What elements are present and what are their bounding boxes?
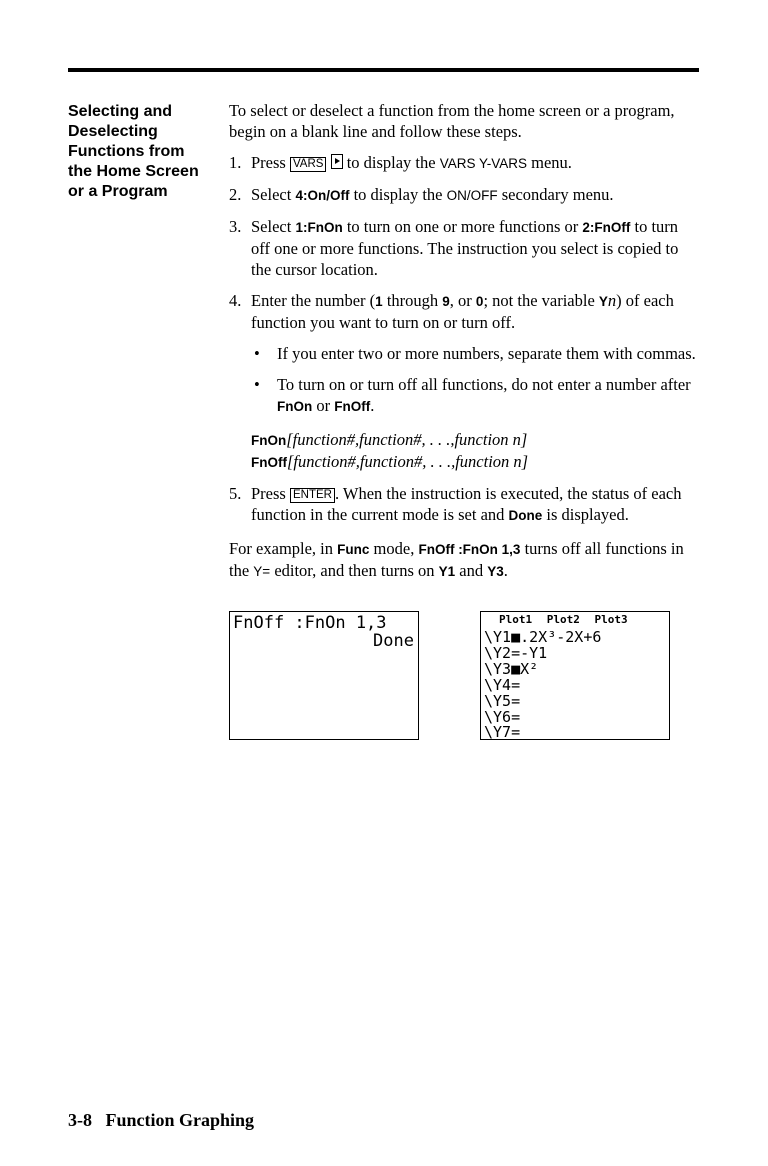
y-editor-line: \Y4= <box>484 676 521 694</box>
section-heading-line: or a Program <box>68 183 168 200</box>
step-1: 1. Press VARS to display the VARS Y-VARS menu. <box>229 153 572 172</box>
enter-key: ENTER <box>290 488 335 503</box>
section-heading-line: Deselecting <box>68 123 158 140</box>
section-heading-line: Selecting and <box>68 103 173 120</box>
plot-indicators: Plot1 Plot2 Plot3 <box>499 613 628 626</box>
bullet-dot-icon: • <box>254 375 260 394</box>
page-footer: 3-8 Function Graphing <box>68 1110 255 1130</box>
section-heading-line: the Home Screen <box>68 163 199 180</box>
home-screen-command: FnOff :FnOn 1,3 <box>233 613 387 633</box>
home-screen-display <box>229 611 419 740</box>
right-arrow-key-icon <box>331 154 343 169</box>
bullet-2: • To turn on or turn off all functions, do not enter a number after FnOn or FnOff. <box>254 375 691 415</box>
example-paragraph: For example, in Func mode, FnOff :FnOn 1,3 turns off all functions in the Y= editor, and then turns on Y1 and Y3. <box>229 539 684 580</box>
y-editor-display <box>480 611 670 740</box>
y-editor-line: \Y2=-Y1 <box>484 644 548 662</box>
section-heading-line: Functions from <box>68 143 185 160</box>
step-4: 4. Enter the number (1 through 9, or 0; not the variable Yn) of each function you want to turn on or turn off. <box>229 291 674 332</box>
main-text <box>229 100 699 582</box>
y-editor-line: \Y6= <box>484 708 521 726</box>
step-2: 2. Select 4:On/Off to display the ON/OFF secondary menu. <box>229 185 614 204</box>
step-3: 3. Select 1:FnOn to turn on one or more functions or 2:FnOff to turn off one or more functions. The instruction you select is copied to the cursor location. <box>229 217 679 279</box>
y-editor-line: \Y5= <box>484 692 521 710</box>
syntax-fnon: FnOn[function#,function#, . . .,function n] <box>251 430 528 449</box>
syntax-fnoff: FnOff[function#,function#, . . .,function n] <box>251 452 529 471</box>
step-5: 5. Press ENTER . When the instruction is executed, the status of each function in the current mode is set and Done is displayed. <box>229 484 682 524</box>
top-rule <box>68 68 699 72</box>
section-heading <box>68 102 218 202</box>
y-editor-line: \Y1■.2X³-2X+6 <box>484 628 602 646</box>
home-screen-result: Done <box>373 631 414 651</box>
y-editor-line: \Y3■X² <box>484 660 539 678</box>
y-editor-line: \Y7= <box>484 723 521 741</box>
bullet-1: • If you enter two or more numbers, separate them with commas. <box>254 344 696 363</box>
intro-paragraph: To select or deselect a function from the home screen or a program, begin on a blank line and follow these steps. <box>229 101 675 141</box>
vars-key: VARS <box>290 157 326 172</box>
bullet-dot-icon: • <box>254 344 260 363</box>
